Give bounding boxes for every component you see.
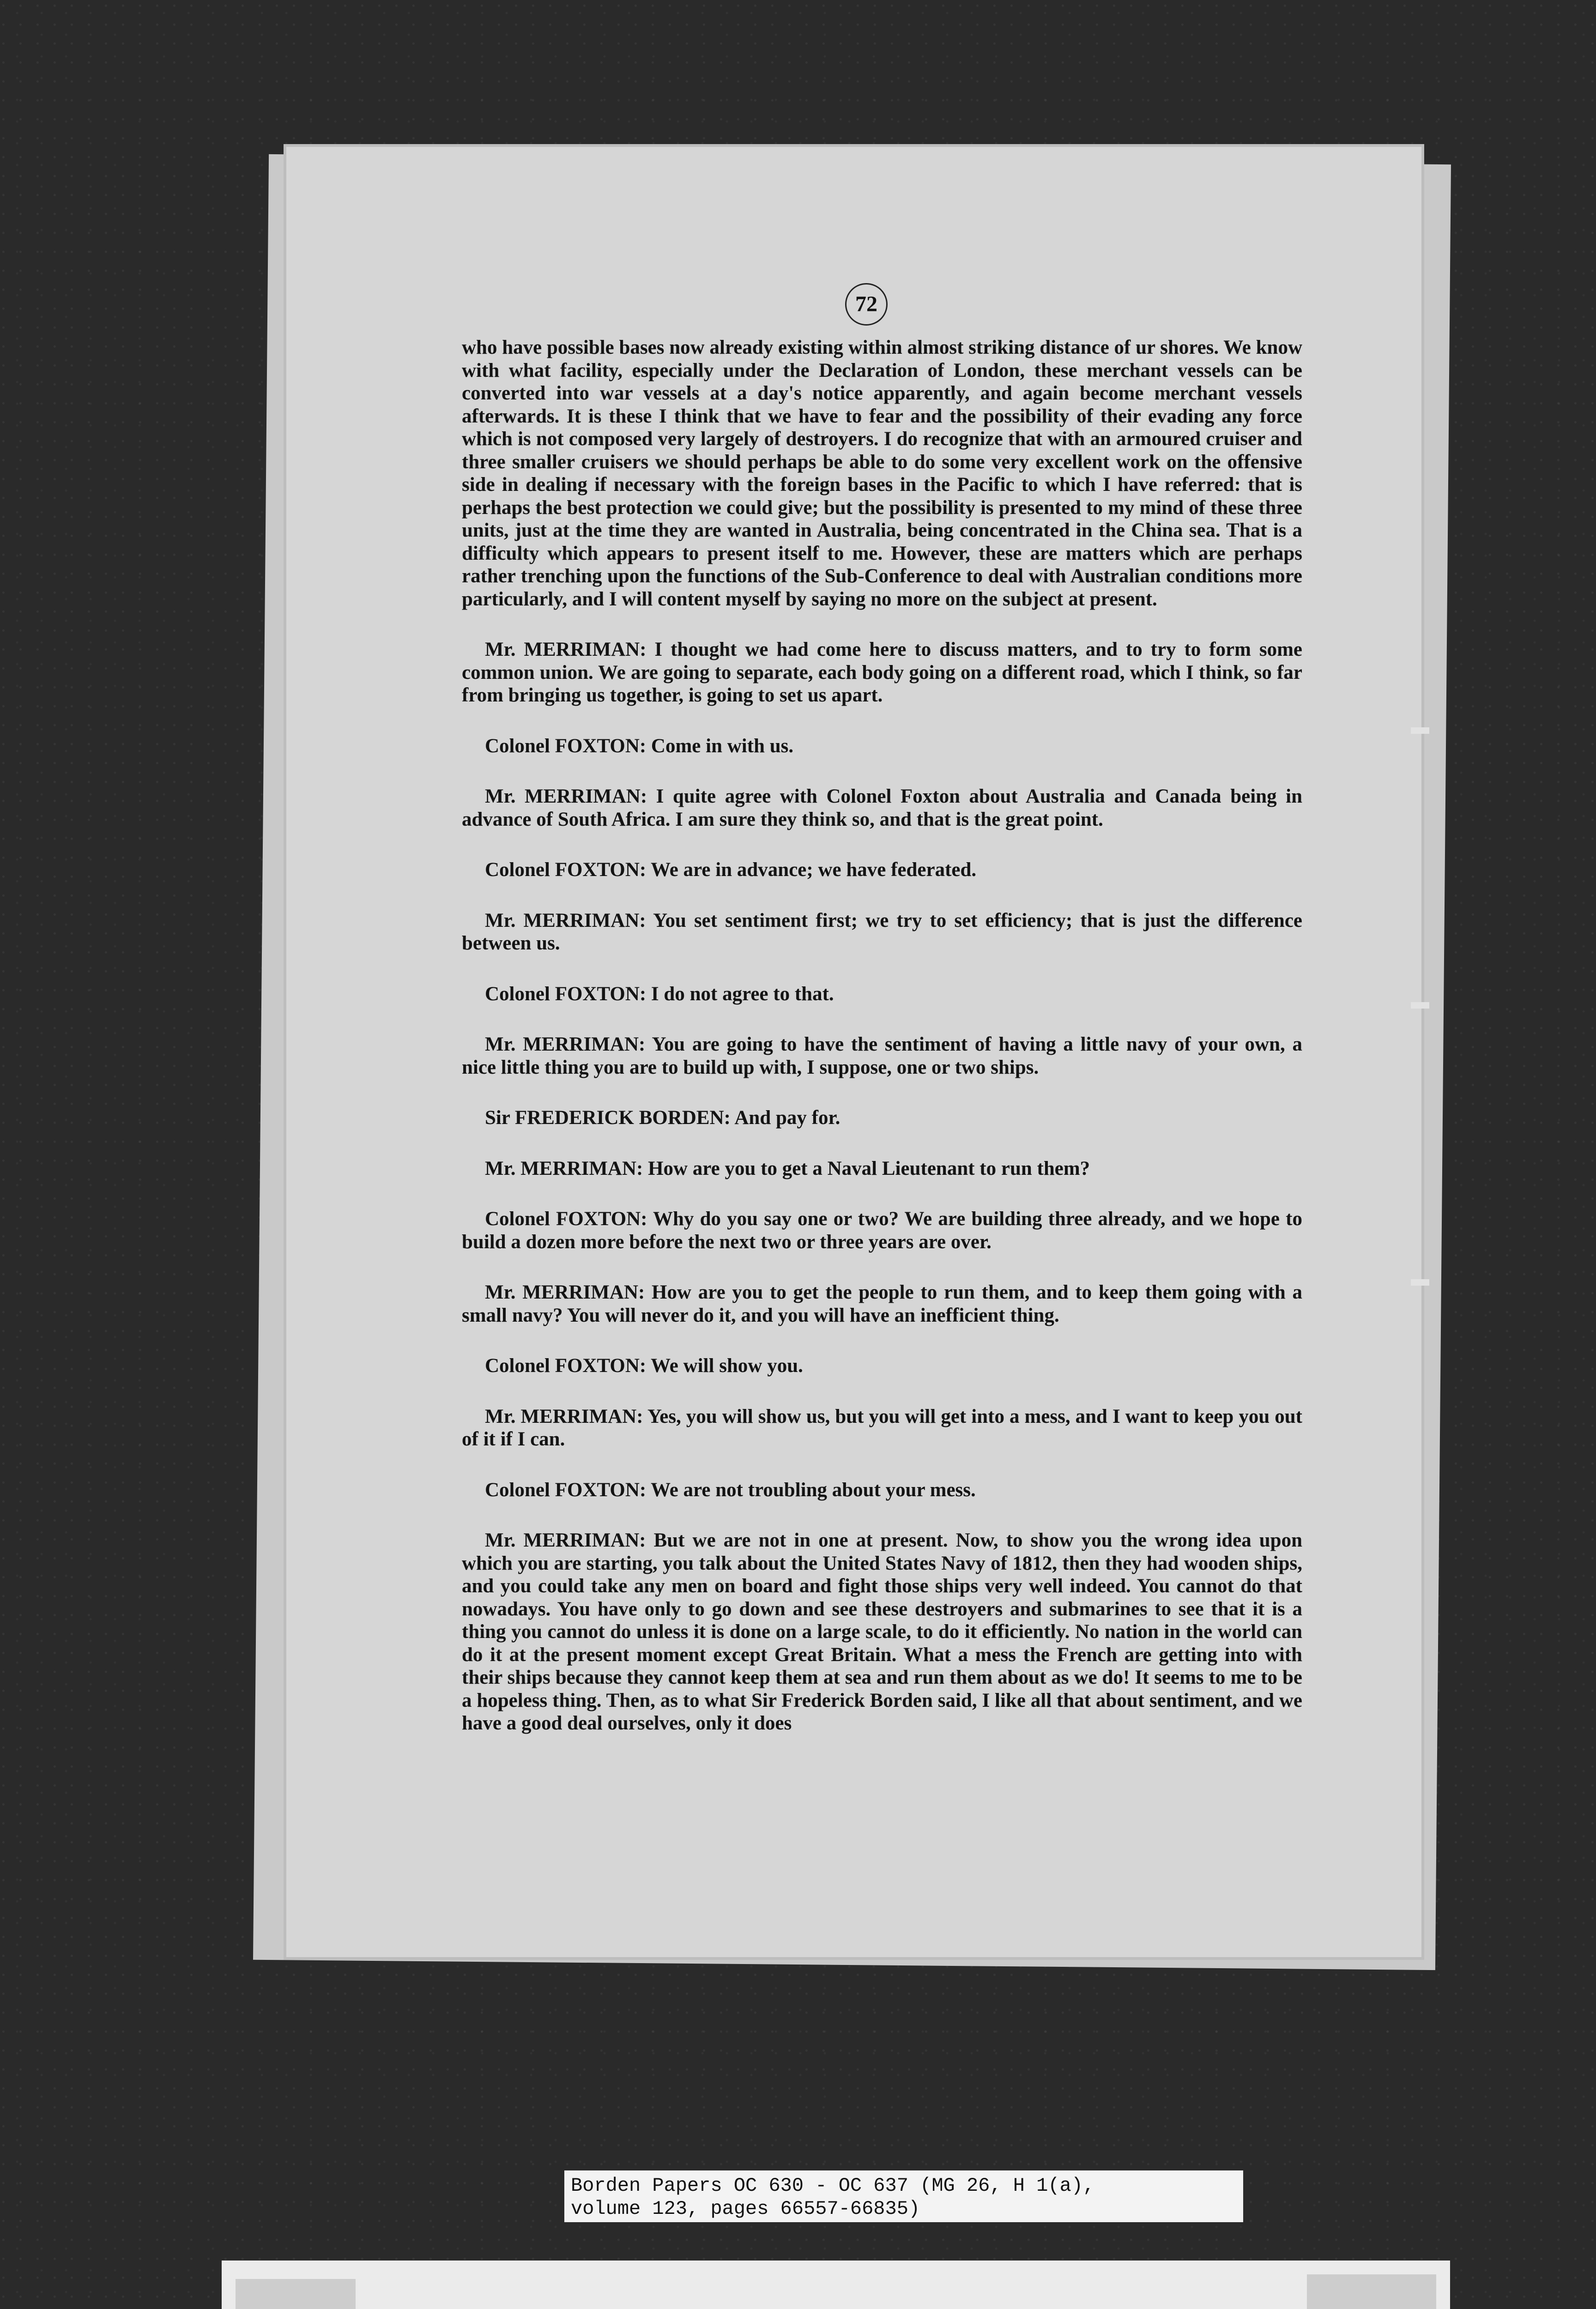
paragraph: Colonel FOXTON: Why do you say one or two? We are building three already, and we hope to build a dozen more before the next two or three years are over. (462, 1208, 1302, 1253)
tape-strip (1307, 2274, 1436, 2309)
paragraph: Colonel FOXTON: Come in with us. (485, 735, 794, 757)
paragraph: Sir FREDERICK BORDEN: And pay for. (485, 1107, 840, 1129)
paragraph: Mr. MERRIMAN: You are going to have the sentiment of having a little navy of your own, a nice little thing you are to build up with, I suppose, one or two ships. (462, 1034, 1302, 1078)
paragraph: Colonel FOXTON: We are not troubling about your mess. (485, 1479, 976, 1501)
page-number: 72 (845, 283, 888, 326)
paragraph: Colonel FOXTON: We are in advance; we have federated. (485, 859, 977, 881)
paragraph: Mr. MERRIMAN: Yes, you will show us, but you will get into a mess, and I want to keep you out of it if I can. (462, 1405, 1302, 1450)
citation-label (564, 2170, 1243, 2222)
paragraph: Mr. MERRIMAN: I quite agree with Colonel Foxton about Australia and Canada being in advance of South Africa. I am sure they think so, and that is the great point. (462, 786, 1302, 830)
paragraph: Colonel FOXTON: I do not agree to that. (485, 983, 834, 1005)
page-edge-mark (1411, 727, 1429, 734)
document-page (286, 147, 1421, 1957)
paragraph: Mr. MERRIMAN: How are you to get the people to run them, and to keep them going with a small navy? You will never do it, and you will have an inefficient thing. (462, 1281, 1302, 1326)
body-text (462, 336, 1302, 1763)
paragraph: Colonel FOXTON: We will show you. (485, 1355, 803, 1377)
citation-line: volume 123, pages 66557-66835) (571, 2198, 920, 2220)
page-edge-mark (1411, 1002, 1429, 1009)
paragraph: who have possible bases now already existing within almost striking distance of ur shores. We know with what facility, especially under the Declaration of London, these merchant vessels can be converted into war vessels at a day's notice apparently, and again become merchant vessels afterwards. It is these I think that we have to fear and the possibility of their evading any force which is not composed very largely of destroyers. I do recognize that with an armoured cruiser and three smaller cruisers we should perhaps be able to do some very excellent work on the offensive side in dealing if necessary with the foreign bases in the Pacific to which I have referred: that is perhaps the best protection we could give; but the possibility is presented to my mind of these three units, just at the time they are wanted in Australia, being concentrated in the China sea. That is a difficulty which appears to present itself to me. However, these are matters which are perhaps rather trenching upon the functions of the Sub-Conference to deal with Australian conditions more particularly, and I will content myself by saying no more on the subject at present. (462, 337, 1302, 610)
citation-line: Borden Papers OC 630 - OC 637 (MG 26, H 1(a), (571, 2175, 1095, 2197)
paragraph: Mr. MERRIMAN: You set sentiment first; we try to set efficiency; that is just the difference between us. (462, 909, 1302, 954)
paragraph: Mr. MERRIMAN: But we are not in one at present. Now, to show you the wrong idea upon which you are starting, you talk about the United States Navy of 1812, then they had wooden ships, and you could take any men on board and fight those ships very well indeed. You cannot do that nowadays. You have only to go down and see these destroyers and submarines to see that it is a thing you cannot do unless it is done on a large scale, to do it efficiently. No nation in the world can do it at the present moment except Great Britain. What a mess the French are getting into with their ships because they cannot keep them at sea and run them about as we do! It seems to me to be a hopeless thing. Then, as to what Sir Frederick Borden said, I like all that about sentiment, and we have a good deal ourselves, only it does (462, 1529, 1302, 1734)
page-edge-mark (1411, 1279, 1429, 1286)
archives-card (222, 2261, 1450, 2309)
paragraph: Mr. MERRIMAN: I thought we had come here to discuss matters, and to try to form some common union. We are going to separate, each body going on a different road, which I think, so far from bringing us together, is going to set us apart. (462, 639, 1302, 706)
paragraph: Mr. MERRIMAN: How are you to get a Naval Lieutenant to run them? (485, 1157, 1090, 1179)
tape-strip (236, 2279, 356, 2309)
